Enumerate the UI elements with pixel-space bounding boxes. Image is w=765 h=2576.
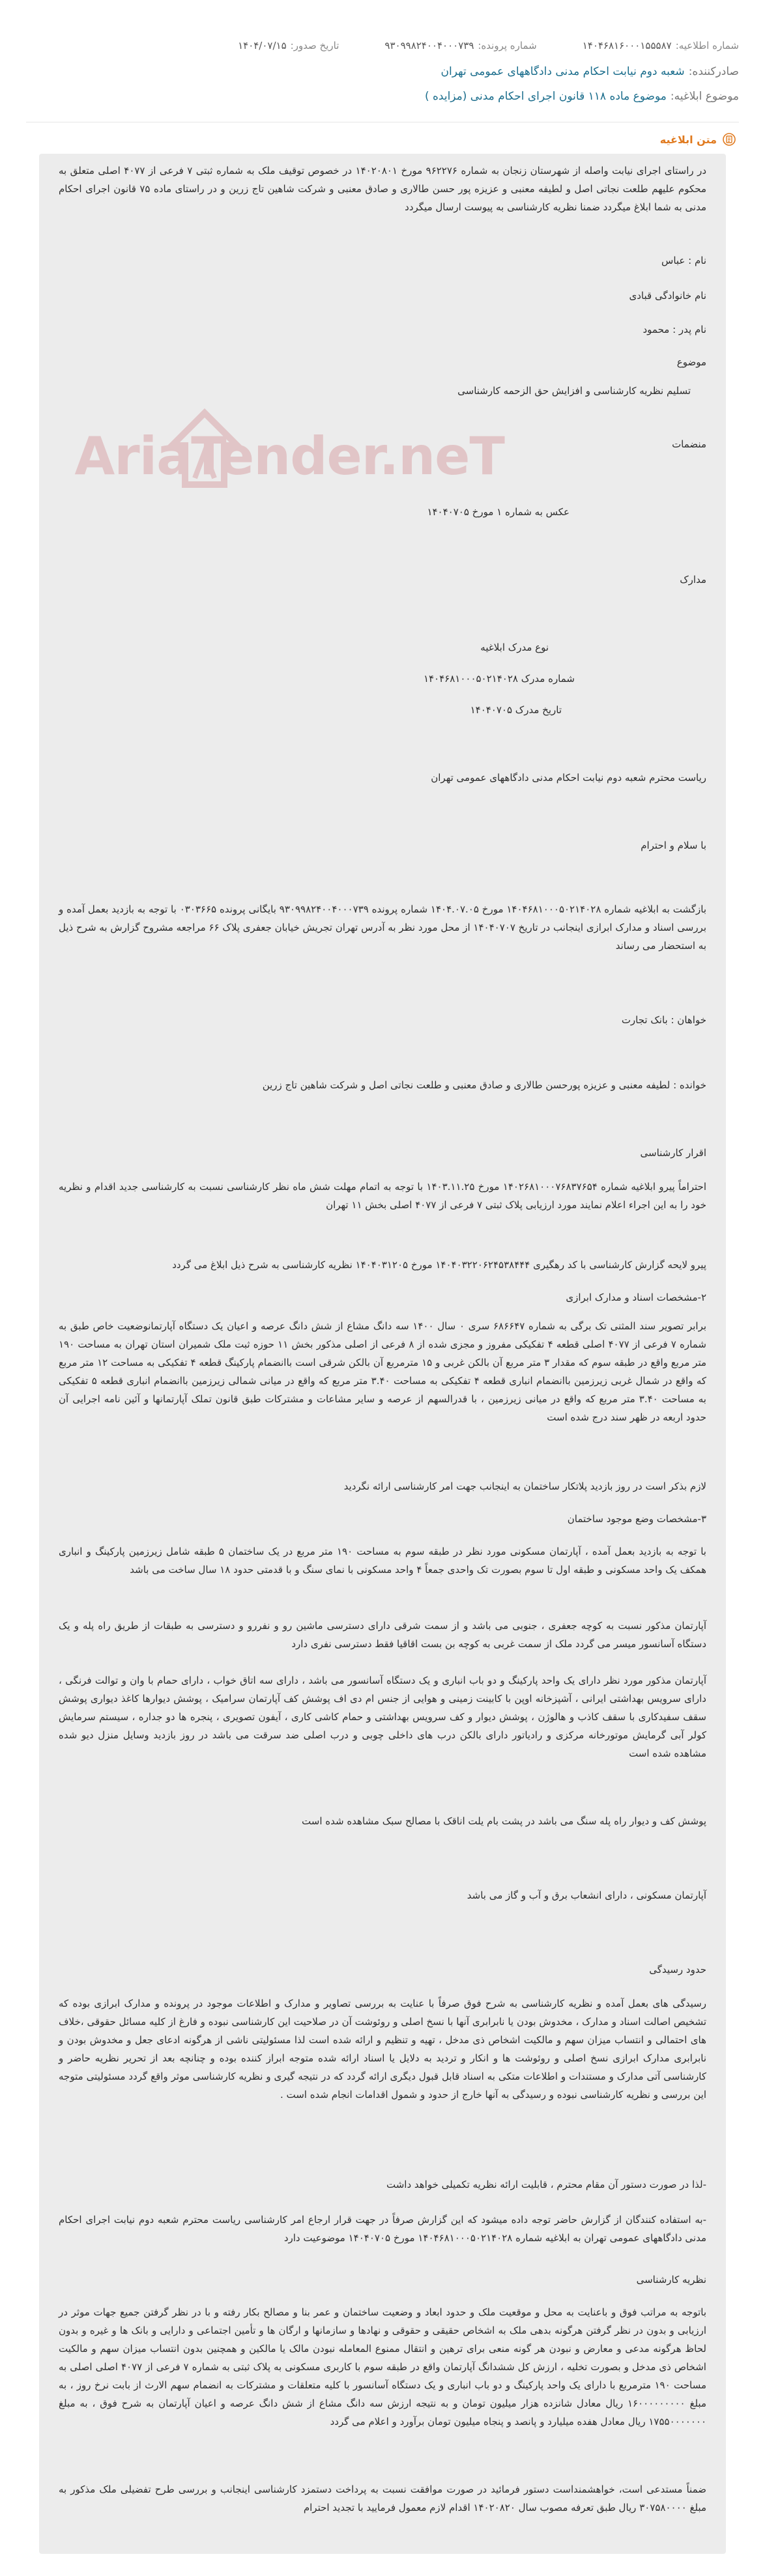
attachment-text: عکس به شماره ۱ مورخ ۱۴۰۴۰۷۰۵ bbox=[427, 506, 570, 518]
section-title: متن ابلاغیه bbox=[659, 133, 717, 146]
limits-paragraph-2: -لذا در صورت دستور آن مقام محترم ، قابلیت ارائه نظریه تکمیلی خواهد داشت bbox=[386, 2179, 706, 2190]
attachments-heading: منضمات bbox=[672, 438, 706, 450]
intro-paragraph: در راستای اجرای نیابت واصله از شهرستان زنجان به شماره ۹۶۲۲۷۶ مورخ ۱۴۰۲۰۸۰۱ در خصوص توقیف ملک به شماره ثبتی ۷ فرعی از ۴۰۷۷ اصلی متعلق به محکوم علیهم طلعت نجاتی اصل و لطیفه معنبی و عزیزه پور حسن طالاری و صادق معنبی و شرکت شاهین تاج زرین و در راستای ماده ۷۵ قانون اجرای احکام مدنی به شما ابلاغ میگردد ضمنا نظریه کارشناسی به پیوست ارسال میگردد bbox=[59, 165, 707, 213]
status-paragraph-5: آپارتمان مسکونی ، دارای انشعاب برق و آب و گاز می باشد bbox=[467, 1890, 706, 1901]
status-paragraph-2: آپارتمان مذکور نسبت به کوچه جعفری ، جنوبی می باشد و از سمت شرقی دارای دسترسی ماشین رو و نفررو و دسترسی به طبقات از طریق راه پله و یک دستگاه آسانسور میسر می گردد ملک از سمت غربی به کوچه بن بست اقاقیا فقط دسترسی نفری دارد bbox=[59, 1620, 706, 1650]
announcement-body bbox=[39, 154, 726, 2554]
opinion-heading: نظریه کارشناسی bbox=[636, 2274, 706, 2286]
visit-line: لازم بذکر است در روز بازدید پلاتکار ساختمان به اینجانب جهت امر کارشناسی ارائه نگردید bbox=[343, 1480, 706, 1492]
case-number bbox=[384, 40, 536, 51]
subject-heading: موضوع bbox=[676, 356, 706, 368]
expert-paragraph: احتراماً پیرو ابلاغیه شماره ۱۴۰۲۶۸۱۰۰۰۷۶۸۳۷۶۵۴ مورخ ۱۴۰۳.۱۱.۲۵ با توجه به اتمام مهلت شش ماه نظر کارشناسی نسبت به کارشناسی جدید اقدام و نظریه خود را به این اجراء اعلام نمایند مورد ارزیابی پلاک ثبتی ۷ فرعی از ۴۰۷۷ اصلی بخش ۱۱ تهران bbox=[59, 1181, 706, 1211]
announcement-number-label: شماره اطلاعیه: bbox=[675, 40, 739, 51]
applicant: خواهان : بانک تجارت bbox=[621, 1014, 706, 1026]
body-text bbox=[39, 154, 726, 2554]
announcement-subject-value: موضوع ماده ۱۱۸ قانون اجرای احکام مدنی (مزایده ) bbox=[424, 90, 667, 103]
document-icon bbox=[722, 132, 736, 147]
limits-paragraph-1: رسیدگی های بعمل آمده و نظریه کارشناسی به شرح فوق صرفاً با عنایت به بررسی تصاویر و مدارک و اطلاعات موجود در پرونده و مدارک ابرازی بوده که تشخیص اصالت اسناد و مدارک ، مخدوش بودن یا نابرابری آنها با نسخ اصلی و روئوشت آن در صلاحیت این کارشناسی نبوده و فارغ از کلیه مسائل حقوقی ،خلاف های احتمالی و انتساب میزان سهم و مالکیت اشخاص ذی مدخل ، تهیه و تنظیم و ارائه شده است لذا مسئولیتی ناشی از هرگونه ادعای جعل و مخدوش بودن و نابرابری مدارک ابرازی نسخ اصلی و روئوشت ها و انکار و تردید به دلایل یا اسناد ارائه شده متوجه ابراز کننده بوده و چنانچه بعد از تحریر نظریه حاضر و کارشناسی آتی مدارک و مستندات و اطلاعات متکی به اسناد قابل قبول دیگری ارائه گردد که در نتیجه گیری و نظریه کارشناسی موثر واقع گردد مسئولیتی متوجه این بررسی و نظریه کارشناسی نبوده و رسیدگی به آنها خارج از حدود و شمول اقدامات انجام شده است . bbox=[59, 1998, 706, 2101]
docs-spec-heading: ۲-مشخصات اسناد و مدارک ابرازی bbox=[566, 1292, 706, 1303]
issuer bbox=[441, 65, 739, 78]
docs-spec-paragraph: برابر تصویر سند المثنی تک برگی به شماره ۶۸۶۶۴۷ سری ۰ سال ۱۴۰۰ سه دانگ مشاع از شش دانگ عرصه و اعیان یک دستگاه آپارتمانوضعیت خاص طبق به شماره ۷ فرعی از ۴۰۷۷ اصلی قطعه ۴ تفکیکی مفروز و مجزی شده از ۸ فرعی از اصلی مذکور بخش ۱۱ حوزه ثبت ملک شمیران استان تهران به مساحت ۱۹۰ متر مربع واقع در طبقه سوم که مقدار ۳ متر مربع آن بالکن غربی و ۱۵ مترمربع آن بالکن شرقی است باانضمام پارکینگ قطعه ۴ تفکیکی به مساحت ۱۲ متر مربع که واقع در شمال غربی زیرزمین باانضمام انباری قطعه ۴ تفکیکی به مساحت ۳.۴۰ متر مربع که واقع در میانی شمالی زیرزمین باانضمام انباری قطعه ۵ تفکیکی به مساحت ۳.۴۰ متر مربع که واقع در میانی زیرزمین ، با قدرالسهم از عرصه و سایر مشاعات و مشترکات طبق قانون تملک آپارتمانها و آئین نامه اجرایی آن حدود اربعه در ظهر سند درج شده است bbox=[59, 1320, 707, 1423]
issuer-label: صادرکننده: bbox=[688, 65, 739, 78]
announcement-meta bbox=[39, 34, 739, 57]
opinion-paragraph: باتوجه به مراتب فوق و باعنایت به محل و موقعیت ملک و حدود ابعاد و وضعیت ساختمان و عمر بنا و مصالح بکار رفته و با در نظر گرفتن جمیع جهات موثر در ارزیابی و بدون در نظر گرفتن هرگونه بدهی ملک به اشخاص حقیقی و حقوقی و نهادها و سازمانها و ارگان ها و تأمین اجتماعی و دارایی و بانک ها و غیره و بدون لحاظ هرگونه مدعی و معارض و نبودن هر گونه منعی برای ترهین و انتقال ممنوع المعامله نبودن مالک یا مالکین و همچنین بدون انتساب میزان سهم و مالکیت اشخاص ذی مدخل و بصورت تخلیه ، ارزش کل ششدانگ آپارتمان واقع در طبقه سوم با کاربری مسکونی به پلاک ثبتی به شماره ۷ فرعی از ۴۰۷۷ اصلی اصلی به مساحت ۱۹۰ مترمربع با دارای یک واحد پارکینگ و دو باب انباری و یک دستگاه آسانسور با کلیه متعلقات و مشترکات به انضمام سهم الارث از بابت نرخ روز ، به مبلغ ۱۶۰۰۰۰۰۰۰۰۰ ریال معادل شانزده هزار میلیون تومان و به نتیجه ارزش سه دانگ مشاع از شش دانگ عرصه و اعیان آپارتمان به شرح فوق ، به مبلغ ۱۷۵۵۰۰۰۰۰۰۰ ریال معادل هفده میلیارد و پانصد و پنجاه میلیون تومان برآورد و اعلام می گردد bbox=[59, 2306, 706, 2427]
return-paragraph: بازگشت به ابلاغیه شماره ۱۴۰۴۶۸۱۰۰۰۵۰۲۱۴۰۲۸ مورخ ۱۴۰۴.۰۷.۰۵ شماره پرونده ۹۳۰۹۹۸۲۴۰۰۴۰۰۰۷۳۹ بایگانی پرونده ۰۳۰۳۶۶۵ با توجه به بازدید بعمل آمده و بررسی اسناد و مدارک ابرازی اینجانب در تاریخ ۱۴۰۴۰۷۰۷ از محل مورد نظر به آدرس تهران تجریش خیابان جعفری پلاک ۶۶ مراجعه مشروح گزارش به شرح ذیل به استحضار می رساند bbox=[59, 903, 707, 952]
issue-date-label: تاریخ صدور: bbox=[290, 40, 339, 51]
doc-number: شماره مدرک ۱۴۰۴۶۸۱۰۰۰۵۰۲۱۴۰۲۸ bbox=[423, 673, 575, 685]
case-number-label: شماره پرونده: bbox=[478, 40, 537, 51]
issuer-value: شعبه دوم نیابت احکام مدنی دادگاههای عمومی تهران bbox=[440, 65, 685, 78]
limits-paragraph-3: -به استفاده کنندگان از گزارش حاضر توجه داده میشود که این گزارش صرفاً در جهت قرار ارجاع امر کارشناسی ریاست محترم شعبه دوم نیابت اجرای احکام مدنی دادگاههای عمومی تهران به ابلاغیه شماره ۱۴۰۴۶۸۱۰۰۰۵۰۲۱۴۰۲۸ مورخ ۱۴۰۴۰۷۰۵ موضوعیت دارد bbox=[59, 2214, 706, 2244]
status-paragraph-1: با توجه به بازدید بعمل آمده ، آپارتمان مسکونی مورد نظر در طبقه سوم به مساحت ۱۹۰ متر مربع در یک ساختمان ۵ طبقه شامل زیرزمین پارکینگ و انباری همکف یک واحد مسکونی و طبقه اول تا سوم بصورت تک واحدی جمعاً ۴ واحد مسکونی با نمای سنگ و با قدمتی حدود ۱۸ سال ساخت می باشد bbox=[59, 1546, 706, 1576]
announcement-number-value: ۱۴۰۴۶۸۱۶۰۰۰۱۵۵۵۸۷ bbox=[582, 40, 672, 51]
doc-date: تاریخ مدرک ۱۴۰۴۰۷۰۵ bbox=[470, 704, 562, 716]
addressee: ریاست محترم شعبه دوم نیابت احکام مدنی دادگاههای عمومی تهران bbox=[431, 772, 706, 784]
section-heading bbox=[660, 132, 736, 147]
docs-heading: مدارک bbox=[680, 574, 706, 586]
announcement-subject bbox=[425, 90, 739, 103]
expert-heading: اقرار کارشناسی bbox=[640, 1147, 706, 1159]
issue-date-value: ۱۴۰۴/۰۷/۱۵ bbox=[238, 40, 287, 51]
announcement-number bbox=[583, 40, 739, 51]
doc-type: نوع مدرک ابلاغیه bbox=[480, 642, 549, 653]
father-line: نام پدر : محمود bbox=[642, 324, 706, 335]
status-heading: ۳-مشخصات وضع موجود ساختمان bbox=[567, 1513, 706, 1525]
defendants: خوانده : لطیفه معنبی و عزیزه پورحسن طالاری و صادق معنبی و طلعت نجاتی اصل و شرکت شاهین تاج زرین bbox=[262, 1079, 706, 1091]
limits-heading: حدود رسیدگی bbox=[649, 1964, 706, 1975]
previous-report: پیرو لایحه گزارش کارشناسی با کد رهگیری ۱۴۰۴۰۳۲۲۰۶۲۴۵۳۸۴۴۴ مورخ ۱۴۰۴۰۳۱۲۰۵ نظریه کارشناسی به شرح ذیل ابلاغ می گردد bbox=[172, 1259, 706, 1271]
watermark-text: AriaTender.neT bbox=[74, 426, 504, 487]
announcement-subject-label: موضوع ابلاغیه: bbox=[670, 90, 739, 103]
issue-date bbox=[238, 40, 339, 51]
family-line: نام خانوادگی قبادی bbox=[629, 290, 706, 302]
greeting: با سلام و احترام bbox=[641, 840, 706, 851]
status-paragraph-4: پوشش کف و دیوار راه پله سنگ می باشد در پشت بام یلت اناقک با مصالح سبک مشاهده شده است bbox=[302, 1815, 706, 1827]
name-line: نام : عباس bbox=[661, 255, 706, 266]
closing-paragraph: ضمناً مستدعی است، خواهشمنداست دستور فرمائید در صورت موافقت نسبت به پرداخت دستمزد کارشناسی اینجانب و بررسی طرح تفضیلی ملک مذکور به مبلغ ۳۰۷۵۸۰۰۰۰ ریال طبق تعرفه مصوب سال ۱۴۰۲۰۸۲۰ اقدام لازم معمول فرمایید با تجدید احترام bbox=[59, 2484, 706, 2513]
status-paragraph-3: آپارتمان مذکور مورد نظر دارای یک واحد پارکینگ و دو باب انباری و یک دستگاه آسانسور می باشد ، دارای سه اتاق خواب ، دارای حمام با وان و توالت فرنگی ، دارای سرویس بهداشتی ایرانی ، آشپزخانه اوپن با کابینت زمینی و هوایی از جنس ام دی اف پوشش کف آپارتمان سرامیک ، پوشش دیوارها کاغذ دیواری پوشش سقف سفیدکاری با سقف کاذب و هالوژن ، پوشش دیوار و کف سرویس بهداشتی و حمام کاشی کاری ، آیفون تصویری ، پنجره ها دو جداره ، سیستم سرمایش کولر آبی گرمایش موتورخانه مرکزی و رادیاتور دارای بالکن درب های داخلی چوبی و درب اصلی ضد سرقت می باشد در روز بازدید وسایل منزل دیو شده مشاهده شده است bbox=[59, 1675, 706, 1759]
subject-text: تسلیم نظریه کارشناسی و افزایش حق الزحمه کارشناسی bbox=[457, 385, 691, 397]
case-number-value: ۹۳۰۹۹۸۲۴۰۰۴۰۰۰۷۳۹ bbox=[384, 40, 474, 51]
